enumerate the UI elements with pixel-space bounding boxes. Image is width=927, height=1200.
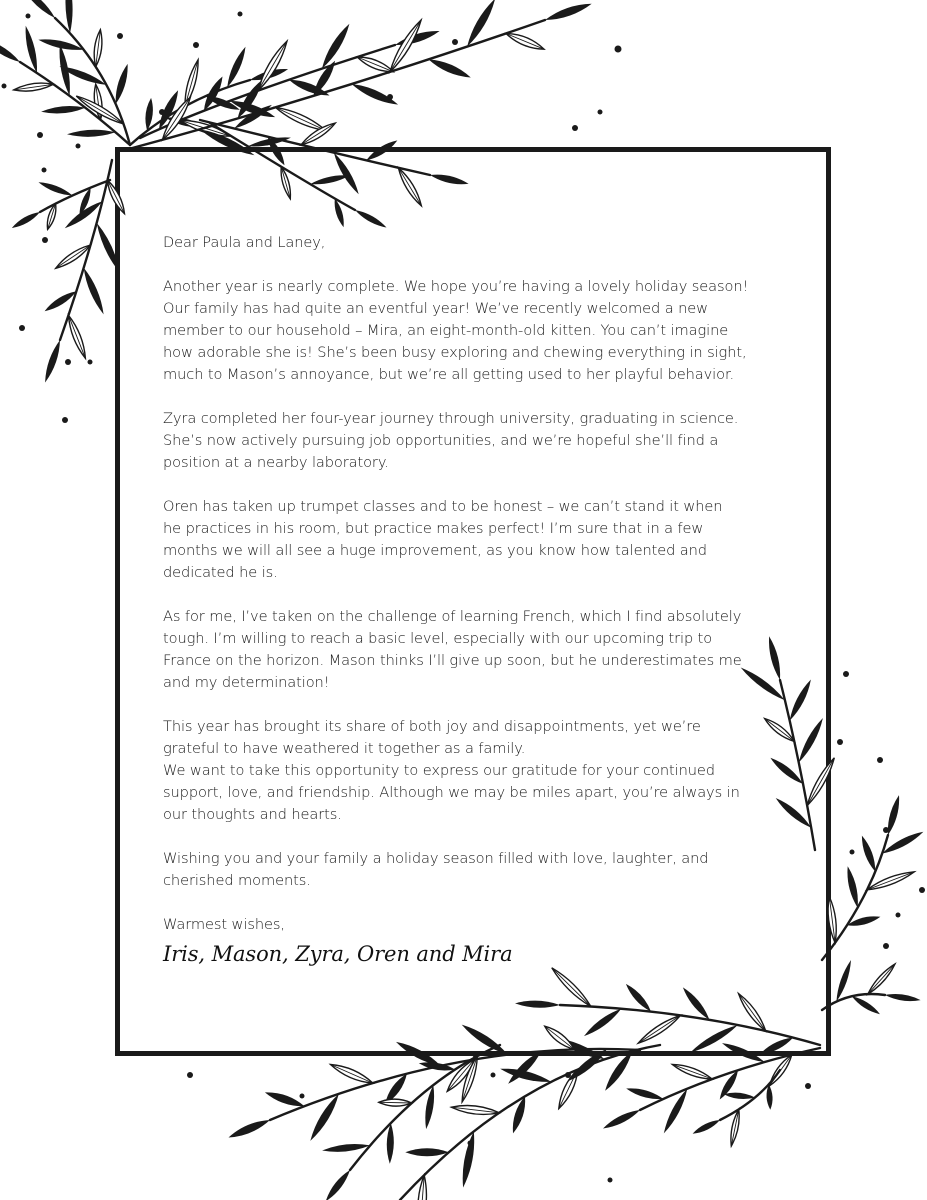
letter-paragraph bbox=[163, 276, 768, 386]
letter-paragraph bbox=[163, 848, 768, 892]
letter-line: As for me, I’ve taken on the challenge of learning French, which I find absolutely bbox=[163, 608, 742, 625]
letter-paragraph bbox=[163, 606, 768, 694]
letter-line: Wishing you and your family a holiday season filled with love, laughter, and bbox=[163, 850, 709, 867]
letter-closing: Warmest wishes, bbox=[163, 916, 285, 933]
letter-line: cherished moments. bbox=[163, 872, 311, 889]
letter-line: our thoughts and hearts. bbox=[163, 806, 342, 823]
letter-line: Our family has had quite an eventful year! We’ve recently welcomed a new bbox=[163, 300, 708, 317]
letter-line: dedicated he is. bbox=[163, 564, 278, 581]
letter-body bbox=[163, 232, 768, 968]
letter-line: how adorable she is! She’s been busy exploring and chewing everything in sight, bbox=[163, 344, 747, 361]
letter-greeting: Dear Paula and Laney, bbox=[163, 234, 326, 251]
letter-line: France on the horizon. Mason thinks I’ll give up soon, but he underestimates me bbox=[163, 652, 742, 669]
letter-signature: Iris, Mason, Zyra, Oren and Mira bbox=[163, 942, 513, 966]
letter-paragraphs bbox=[163, 276, 768, 892]
letter-line: grateful to have weathered it together as a family. bbox=[163, 740, 526, 757]
letter-line: Another year is nearly complete. We hope you’re having a lovely holiday season! bbox=[163, 278, 749, 295]
letter-paragraph bbox=[163, 408, 768, 474]
letter-line: She’s now actively pursuing job opportunities, and we’re hopeful she’ll find a bbox=[163, 432, 719, 449]
letter-paragraph bbox=[163, 496, 768, 584]
letter-line: position at a nearby laboratory. bbox=[163, 454, 389, 471]
letter-line: Zyra completed her four-year journey through university, graduating in science. bbox=[163, 410, 739, 427]
letter-line: much to Mason’s annoyance, but we’re all getting used to her playful behavior. bbox=[163, 366, 735, 383]
letter-line: and my determination! bbox=[163, 674, 330, 691]
letter-line: support, love, and friendship. Although we may be miles apart, you’re always in bbox=[163, 784, 740, 801]
letter-line: We want to take this opportunity to express our gratitude for your continued bbox=[163, 762, 715, 779]
letter-line: months we will all see a huge improvement, as you know how talented and bbox=[163, 542, 707, 559]
letter-line: member to our household – Mira, an eight-month-old kitten. You can’t imagine bbox=[163, 322, 729, 339]
letter-paragraph bbox=[163, 716, 768, 826]
letter-line: tough. I’m willing to reach a basic level, especially with our upcoming trip to bbox=[163, 630, 713, 647]
letter-line: This year has brought its share of both joy and disappointments, yet we’re bbox=[163, 718, 701, 735]
letter-line: Oren has taken up trumpet classes and to be honest – we can’t stand it when bbox=[163, 498, 723, 515]
letter-line: he practices in his room, but practice makes perfect! I’m sure that in a few bbox=[163, 520, 704, 537]
